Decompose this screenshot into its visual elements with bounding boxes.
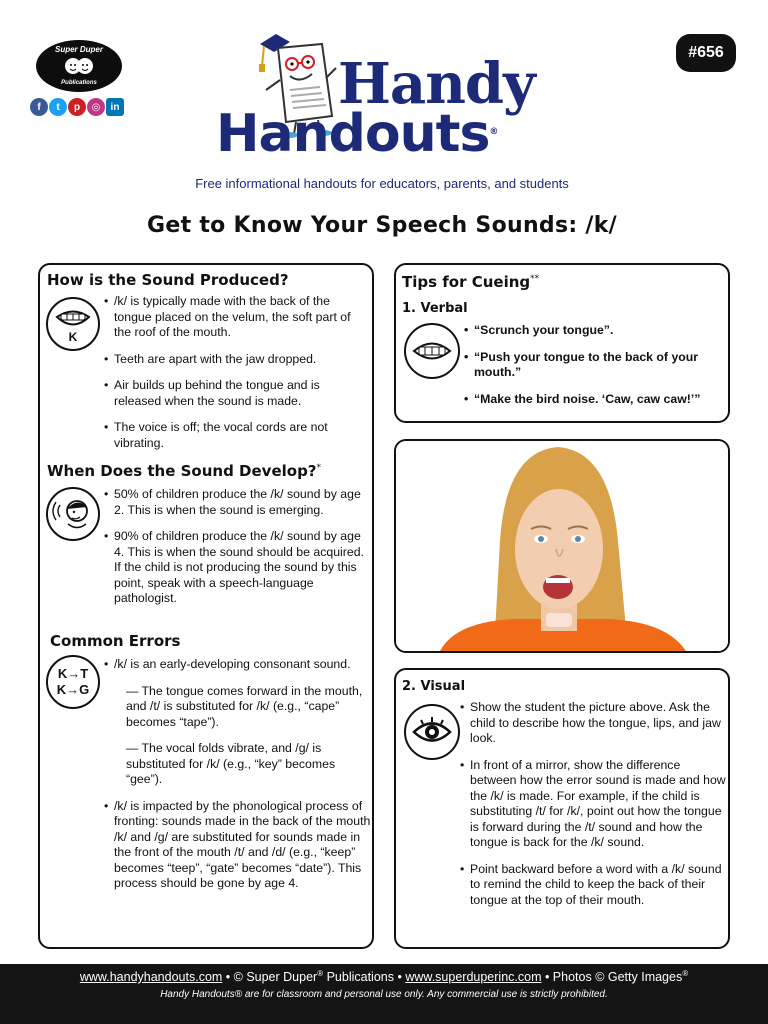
brand-line2 <box>216 104 498 164</box>
child-face-icon <box>50 491 96 537</box>
list-item: • Show the student the picture above. Ask the child to describe how the tongue, lips, and jaw look. <box>460 700 728 747</box>
brand-line2-text: Handouts <box>216 104 490 164</box>
produced-heading: How is the Sound Produced? <box>47 271 289 289</box>
facebook-icon[interactable]: f <box>30 98 48 116</box>
list-item: • Teeth are apart with the jaw dropped. <box>104 352 370 368</box>
girl-saying-k-photo <box>396 441 728 651</box>
footer-reg-mark: ® <box>317 969 324 978</box>
visual-tips-panel <box>394 668 730 949</box>
eye-shape-icon <box>411 717 453 747</box>
footer <box>0 964 768 1024</box>
mouth-icon <box>404 323 460 379</box>
footer-sep3: • Photos © Getty Images <box>541 970 683 985</box>
logo-line2: Publications <box>61 80 97 86</box>
footer-reg-mark-2: ® <box>682 969 689 978</box>
errors-list <box>104 657 374 903</box>
develop-heading-text: When Does the Sound Develop? <box>47 462 317 480</box>
footer-disclaimer: Handy Handouts® are for classroom and personal use only. Any commercial use is strictly prohibited. <box>160 989 608 1000</box>
list-item: • “Push your tongue to the back of your mouth.” <box>464 350 722 381</box>
logo-faces-icon <box>64 55 94 77</box>
list-item: — The vocal folds vibrate, and /g/ is substituted for /k/ (e.g., “key” becomes “gee”). <box>126 741 336 786</box>
tips-heading <box>402 273 539 291</box>
brand-line1: Handy <box>338 51 535 117</box>
develop-heading-mark: * <box>316 463 322 473</box>
super-duper-logo[interactable] <box>36 40 122 92</box>
footer-sep1: • © Super Duper <box>222 970 318 985</box>
verbal-list <box>464 323 722 418</box>
linkedin-icon[interactable]: in <box>106 98 124 116</box>
photo-panel <box>394 439 730 653</box>
list-item: — The tongue comes forward in the mouth, and /t/ is substituted for /k/ (e.g., “cape” becomes “tape”). <box>126 683 363 729</box>
list-item: • In front of a mirror, show the difference between how the error sound is made and how the /k/ is made. For example, if the child is substituting /t/ for /k/, point out how the tongue is forward during the /t/ sound and how the tongue is back for the /k/ sound. <box>460 758 728 851</box>
eye-icon <box>404 704 460 760</box>
list-item: • Air builds up behind the tongue and is released when the sound is made. <box>104 378 370 409</box>
mouth-teeth-icon <box>410 336 454 366</box>
icon-k-to-t: K→T <box>57 666 89 681</box>
brand-mark: ® <box>489 127 498 137</box>
logo-line1: Super Duper <box>54 45 103 54</box>
social-links <box>30 98 124 116</box>
list-item: • “Scrunch your tongue”. <box>464 323 722 339</box>
substitution-icon <box>46 655 100 709</box>
page-title: Get to Know Your Speech Sounds: /k/ <box>146 213 618 238</box>
visual-list <box>460 700 728 919</box>
verbal-tips-panel <box>394 263 730 423</box>
list-item: • 50% of children produce the /k/ sound by age 2. This is when the sound is emerging. <box>104 487 372 518</box>
tagline: Free informational handouts for educators, parents, and students <box>195 176 569 191</box>
list-item: • Point backward before a word with a /k/ sound to remind the child to keep the back of their tongue at the top of their mouth. <box>460 862 728 909</box>
footer-credits <box>0 969 768 984</box>
develop-heading <box>47 462 321 480</box>
visual-heading: 2. Visual <box>402 679 466 694</box>
icon-letter-k: K <box>68 330 78 344</box>
issue-badge: #656 <box>676 34 736 72</box>
mouth-k-icon <box>46 297 100 351</box>
develop-list <box>104 487 372 618</box>
list-item: • 90% of children produce the /k/ sound by age 4. This is when the sound should be acquired. If the child is not producing the sound by this point, speak with a speech-language pathologist. <box>104 529 372 607</box>
list-item: • The voice is off; the vocal cords are not vibrating. <box>104 420 370 451</box>
mouth-icon <box>51 302 95 346</box>
list-item: • “Make the bird noise. ‘Caw, caw caw!’” <box>464 392 722 408</box>
twitter-icon[interactable]: t <box>49 98 67 116</box>
tips-heading-mark: ** <box>530 274 540 284</box>
child-listening-icon <box>46 487 100 541</box>
list-item: • /k/ is typically made with the back of the tongue placed on the velum, the soft part of the roof of the mouth. <box>104 294 370 341</box>
tips-heading-text: Tips for Cueing <box>402 273 531 291</box>
handyhandouts-link[interactable]: www.handyhandouts.com <box>79 970 223 985</box>
footer-sep2: Publications • <box>323 970 406 985</box>
pinterest-icon[interactable]: p <box>68 98 86 116</box>
superduper-link[interactable]: www.superduperinc.com <box>405 970 542 985</box>
sound-info-panel <box>38 263 374 949</box>
verbal-heading: 1. Verbal <box>402 301 468 316</box>
errors-heading: Common Errors <box>50 632 181 650</box>
list-item: • /k/ is impacted by the phonological process of fronting: sounds made in the back of the mouth /k/ and /g/ are substituted for sounds made in the front of the mouth /t/ and /d/ (e.g., “keep” becomes “teep”, “gate” becomes “date”). This process should be gone by age 4. <box>104 799 374 892</box>
produced-list <box>104 294 370 462</box>
list-item: • /k/ is an early-developing consonant sound. <box>104 657 374 673</box>
icon-k-to-g: K→G <box>56 682 90 697</box>
instagram-icon[interactable]: ◎ <box>87 98 105 116</box>
